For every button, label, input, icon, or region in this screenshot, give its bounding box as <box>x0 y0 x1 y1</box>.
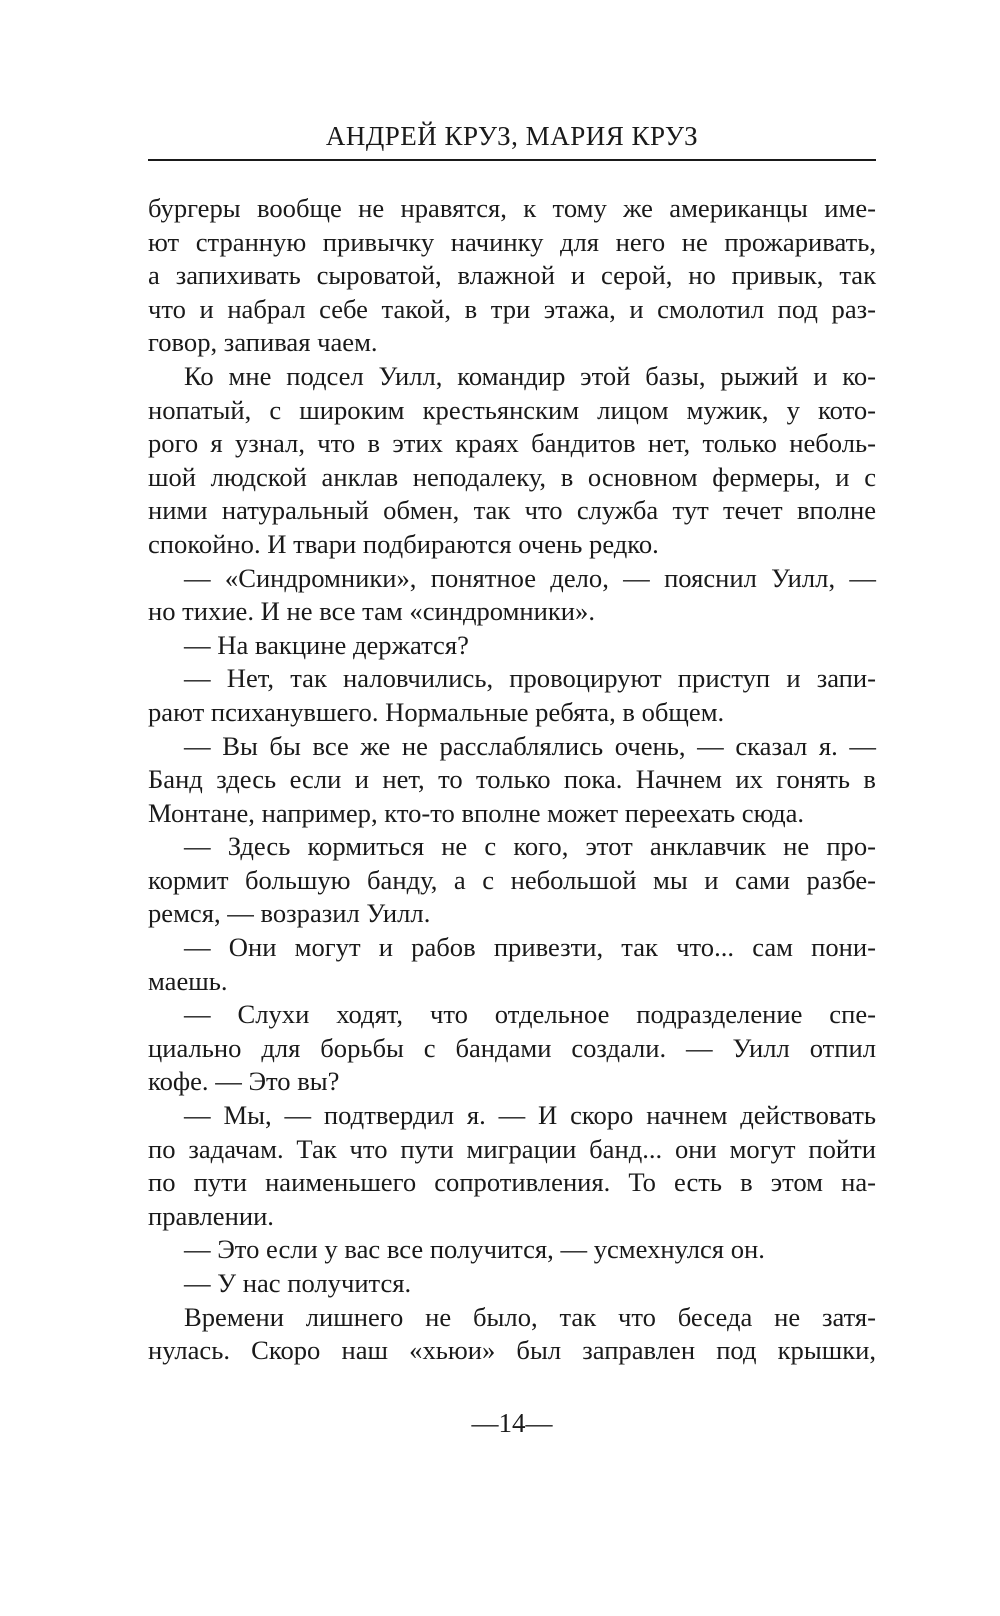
text-line: что и набрал себе такой, в три этажа, и смолотил под раз- <box>148 293 876 324</box>
text-line: Банд здесь если и нет, то только пока. Начнем их гонять в <box>148 764 876 795</box>
page-number: —14— <box>471 1408 553 1438</box>
text-line: — Слухи ходят, что отдельное подразделение спе- <box>184 999 876 1030</box>
text-line: Времени лишнего не было, так что беседа не затя- <box>184 1301 876 1332</box>
text-line: ремся, — возразил Уилл. <box>148 898 431 929</box>
text-line: а запихивать сыроватой, влажной и серой, но привык, так <box>148 260 876 291</box>
text-line: — Вы бы все же не расслаблялись очень, — сказал я. — <box>184 730 876 761</box>
text-line: — Мы, — подтвердил я. — И скоро начнем действовать <box>184 1100 876 1131</box>
text-line: — «Синдромники», понятное дело, — пояснил Уилл, — <box>184 562 876 593</box>
running-title: АНДРЕЙ КРУЗ, МАРИЯ КРУЗ <box>325 121 699 151</box>
text-line: Монтане, например, кто-то вполне может переехать сюда. <box>148 797 805 828</box>
text-line: правлении. <box>148 1200 274 1231</box>
text-line: — На вакцине держатся? <box>184 629 469 660</box>
text-line: по задачам. Так что пути миграции банд... они могут пойти <box>148 1133 876 1164</box>
text-line: — У нас получится. <box>184 1268 412 1298</box>
body-text <box>148 192 876 1368</box>
text-line: Ко мне подсел Уилл, командир этой базы, рыжий и ко- <box>184 360 876 391</box>
text-line: по пути наименьшего сопротивления. То есть в этом на- <box>148 1167 876 1198</box>
text-line: — Нет, так наловчились, провоцируют приступ и запи- <box>184 663 876 694</box>
text-line: маешь. <box>148 965 228 996</box>
text-line: ними натуральный обмен, так что служба тут течет вполне <box>148 495 876 526</box>
text-line: нулась. Скоро наш «хьюи» был заправлен под крышки, <box>148 1335 876 1366</box>
text-line: говор, запивая чаем. <box>148 327 378 358</box>
text-line: ют странную привычку начинку для него не прожаривать, <box>148 226 876 257</box>
text-line: спокойно. И твари подбираются очень редко. <box>148 528 659 559</box>
book-page <box>148 0 876 1616</box>
text-line: кормит большую банду, а с небольшой мы и сами разбе- <box>148 864 876 895</box>
text-line: циально для борьбы с бандами создали. — Уилл отпил <box>148 1032 876 1063</box>
text-line: — Они могут и рабов привезти, так что... сам пони- <box>184 932 876 963</box>
text-line: — Здесь кормиться не с кого, этот анклавчик не про- <box>184 831 876 862</box>
text-line: нопатый, с широким крестьянским лицом мужик, у кото- <box>148 394 876 425</box>
text-line: но тихие. И не все там «синдромники». <box>148 596 595 627</box>
text-line: — Это если у вас все получится, — усмехнулся он. <box>184 1234 765 1265</box>
header-rule <box>148 159 876 161</box>
text-line: шой людской анклав неподалеку, в основном фермеры, и с <box>148 461 876 492</box>
text-line: рают психанувшего. Нормальные ребята, в общем. <box>148 696 725 727</box>
text-line: кофе. — Это вы? <box>148 1066 340 1097</box>
text-line: бургеры вообще не нравятся, к тому же американцы име- <box>148 193 876 223</box>
text-line: рого я узнал, что в этих краях бандитов нет, только неболь- <box>148 428 876 459</box>
